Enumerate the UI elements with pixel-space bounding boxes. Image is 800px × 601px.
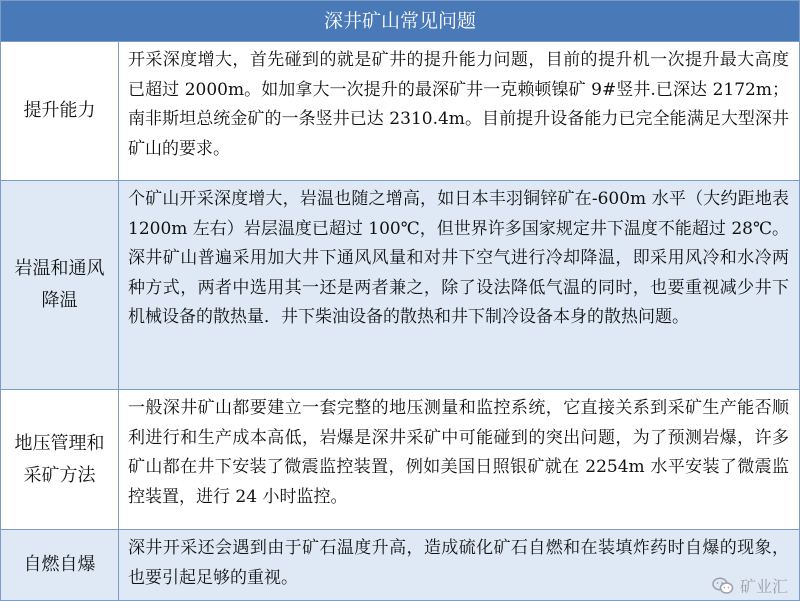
watermark — [712, 574, 788, 597]
table-row-ground-pressure — [1, 390, 799, 530]
row-label: 提升能力 — [1, 42, 119, 180]
table-row-spontaneous-combustion — [1, 530, 799, 600]
table-row-ventilation — [1, 181, 799, 390]
wechat-icon — [712, 577, 734, 595]
row-content: 个矿山开采深度增大，岩温也随之增高，如日本丰羽铜锌矿在-600m 水平（大约距地表 1200m 左右）岩层温度已超过 100℃，但世界许多国家规定井下温度不能超过 28℃。深井矿山普遍采用加大井下通风风量和对井下空气进行冷却降温，即采用风冷和水冷两种方式，两者中选用其一还是两者兼之，除了设法降低气温的同时，也要重视减少井下机械设备的散热量．井下柴油设备的散热和井下制冷设备本身的散热问题。 — [128, 189, 789, 327]
row-label: 地压管理和采矿方法 — [1, 390, 119, 529]
row-content: 一般深井矿山都要建立一套完整的地压测量和监控系统，它直接关系到采矿生产能否顺利进行和生产成本高低，岩爆是深井采矿中可能碰到的突出问题，为了预测岩爆，许多矿山都在井下安装了微震监控装置，例如美国日照银矿就在 2254m 水平安装了微震监控装置，进行 24 小时监控。 — [128, 398, 789, 507]
table-title: 深井矿山常见问题 — [1, 1, 799, 42]
table-row-hoisting — [1, 42, 799, 181]
row-content: 开采深度增大，首先碰到的就是矿井的提升能力问题，目前的提升机一次提升最大高度已超过 2000m。如加拿大一次提升的最深矿井一克赖顿镍矿 9#竖井.已深达 2172m；南非斯坦总统金矿的一条竖井已达 2310.4m。目前提升设备能力已完全能满足大型深井矿山的要求。 — [128, 50, 789, 159]
row-label: 岩温和通风降温 — [1, 181, 119, 389]
row-label: 自燃自爆 — [1, 530, 119, 600]
row-content: 深井开采还会遇到由于矿石温度升高，造成硫化矿石自燃和在装填炸药时自爆的现象，也要引起足够的重视。 — [128, 538, 789, 588]
watermark-text: 矿业汇 — [739, 577, 788, 596]
